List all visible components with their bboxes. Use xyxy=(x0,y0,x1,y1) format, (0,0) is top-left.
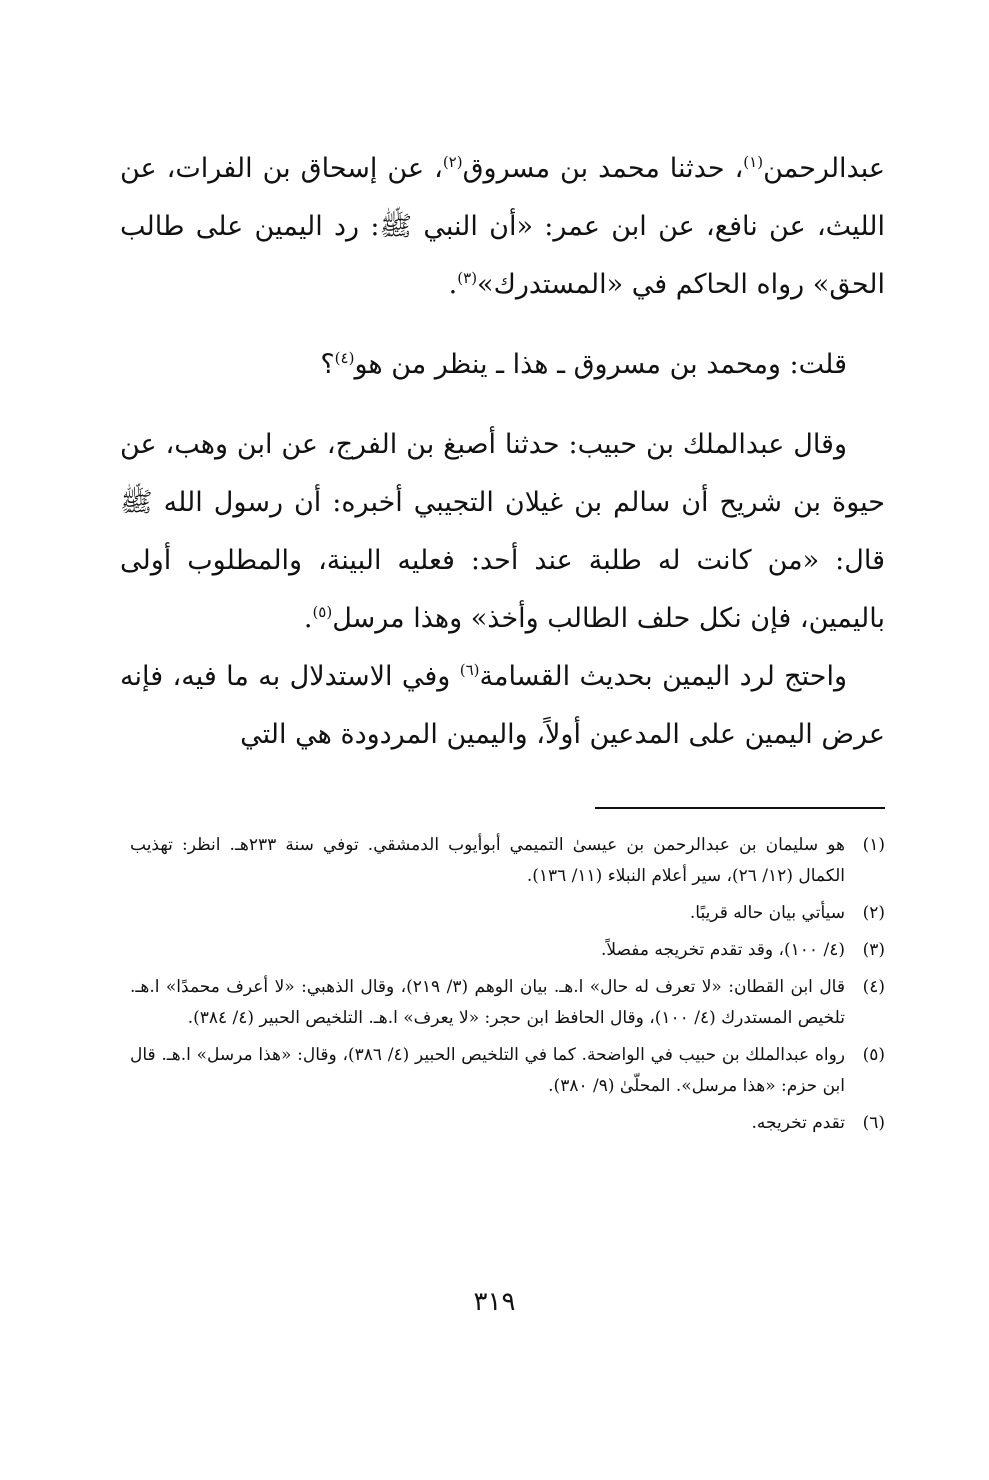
main-text xyxy=(120,140,885,764)
footnote-item xyxy=(130,898,885,929)
footnote-number: (٤) xyxy=(862,977,885,997)
paragraph-3-text-a: وقال عبدالملك بن حبيب: حدثنا أصبغ بن الفرج، عن ابن وهب، عن حيوة بن شريح أن سالم بن غيلان التجيبي أخبره: أن رسول الله ﷺ قال: «من كانت له طلبة عند أحد: فعليه البينة، والمطلوب أولى باليمين، فإن نكل حلف الطالب وأخذ» وهذا مرسل xyxy=(120,429,885,634)
footnote-ref-3: (٣) xyxy=(457,269,478,287)
footnote-item xyxy=(130,972,885,1034)
footnote-number: (١) xyxy=(862,835,885,855)
paragraph-1-text-a: عبدالرحمن xyxy=(763,153,885,184)
footnotes xyxy=(130,830,885,1145)
paragraph-3-text-b: . xyxy=(303,603,313,634)
footnote-ref-2: (٢) xyxy=(442,153,463,171)
paragraph-2-text-a: قلت: ومحمد بن مسروق ـ هذا ـ ينظر من هو xyxy=(354,349,847,380)
paragraph-2 xyxy=(120,336,885,394)
paragraph-1-text-c: ، عن إسحاق بن الفرات، عن الليث، عن نافع، عن ابن عمر: «أن النبي ﷺ: رد اليمين على طالب الحق» رواه الحاكم في «المستدرك» xyxy=(120,153,885,300)
footnote-ref-4: (٤) xyxy=(334,349,355,367)
footnote-item xyxy=(130,830,885,892)
footnote-text: تقدم تخريجه. xyxy=(751,1113,845,1133)
paragraph-1 xyxy=(120,140,885,314)
footnote-ref-6: (٦) xyxy=(459,661,480,679)
page-number: ٣١٩ xyxy=(473,1287,516,1317)
footnote-item xyxy=(130,1040,885,1102)
paragraph-4-text-b: وفي الاستدلال به ما فيه، فإنه عرض اليمين على المدعين أولاً، واليمين المردودة هي التي xyxy=(120,661,885,750)
footnote-text: (٤/ ١٠٠)، وقد تقدم تخريجه مفصلاً. xyxy=(600,940,845,960)
footnote-text: هو سليمان بن عبدالرحمن بن عيسىٰ التميمي أبوأيوب الدمشقي. توفي سنة ٢٣٣هـ. انظر: تهذيب الكمال (١٢/ ٢٦)، سير أعلام النبلاء (١١/ ١٣٦). xyxy=(130,835,845,886)
footnote-number: (٦) xyxy=(862,1113,885,1133)
footnote-text: سيأتي بيان حاله قريبًا. xyxy=(689,903,845,923)
paragraph-3 xyxy=(120,416,885,648)
paragraph-gap xyxy=(120,314,885,336)
footnote-number: (٥) xyxy=(862,1045,885,1065)
footnote-text: قال ابن القطان: «لا تعرف له حال» ا.هـ. بيان الوهم (٣/ ٢١٩)، وقال الذهبي: «لا أعرف محمدًا» ا.هـ. تلخيص المستدرك (٤/ ١٠٠)، وقال الحافظ ابن حجر: «لا يعرف» ا.هـ. التلخيص الحبير (٤/ ٣٨٤). xyxy=(130,977,845,1028)
footnote-ref-1: (١) xyxy=(743,153,764,171)
paragraph-1-text-d: . xyxy=(448,269,458,300)
paragraph-1-text-b: ، حدثنا محمد بن مسروق xyxy=(462,153,744,184)
footnote-item xyxy=(130,935,885,966)
paragraph-4-text-a: واحتج لرد اليمين بحديث القسامة xyxy=(479,661,847,692)
footnote-text: رواه عبدالملك بن حبيب في الواضحة. كما في التلخيص الحبير (٤/ ٣٨٦)، وقال: «هذا مرسل» ا.هـ. قال ابن حزم: «هذا مرسل». المحلّىٰ (٩/ ٣٨٠). xyxy=(130,1045,845,1096)
footnote-item xyxy=(130,1108,885,1139)
footnote-ref-5: (٥) xyxy=(312,603,333,621)
footnote-number: (٢) xyxy=(862,903,885,923)
footnote-separator xyxy=(595,807,885,809)
paragraph-gap xyxy=(120,394,885,416)
footnote-number: (٣) xyxy=(862,940,885,960)
paragraph-2-text-b: ؟ xyxy=(320,349,335,380)
paragraph-4 xyxy=(120,648,885,764)
